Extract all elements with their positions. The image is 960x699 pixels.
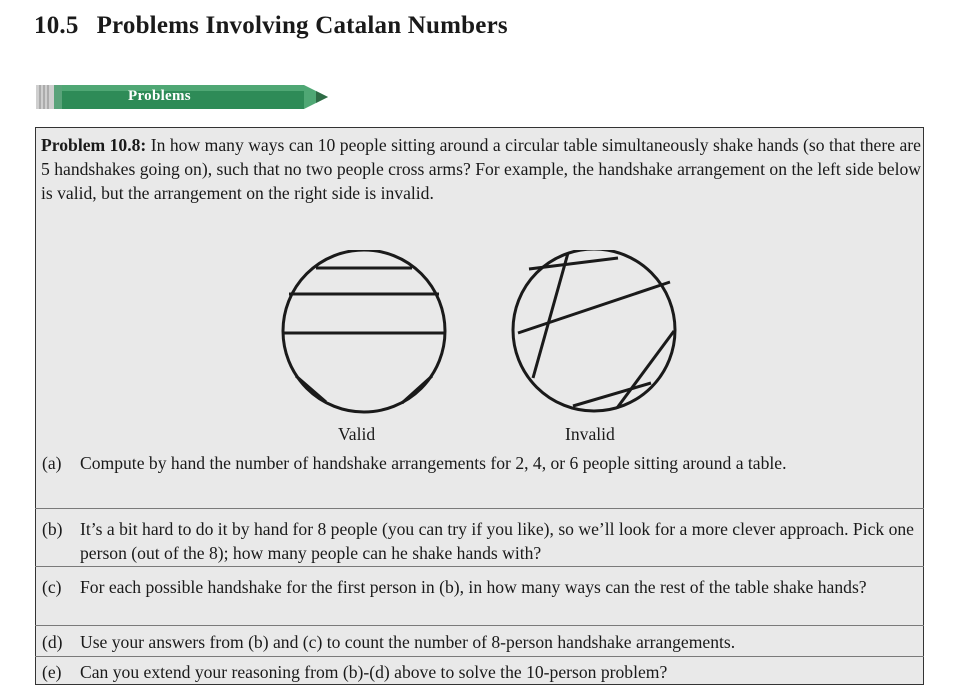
valid-handshake-bottom-right bbox=[402, 376, 432, 403]
invalid-arrangement bbox=[513, 250, 675, 411]
part-c-label: (c) bbox=[42, 577, 62, 597]
invalid-handshake-3 bbox=[529, 258, 618, 269]
invalid-caption: Invalid bbox=[565, 424, 615, 444]
part-b bbox=[35, 508, 924, 566]
part-d-text: Use your answers from (b) and (c) to count the number of 8-person handshake arrangements. bbox=[80, 632, 736, 652]
part-d bbox=[35, 625, 924, 656]
valid-handshake-bottom-left bbox=[296, 376, 326, 402]
valid-caption: Valid bbox=[338, 424, 376, 444]
section-title bbox=[34, 12, 508, 40]
problem-text: In how many ways can 10 people sitting around a circular table simultaneously shake hands (so that there are 5 handshakes going on), such that no two people cross arms? For example, the handshake arrangement on the left side below is valid, but the arrangement on the right side is invalid. bbox=[41, 135, 921, 203]
part-a-text: Compute by hand the number of handshake arrangements for 2, 4, or 6 people sitting around a table. bbox=[80, 453, 787, 473]
part-e-text: Can you extend your reasoning from (b)-(d) above to solve the 10-person problem? bbox=[80, 662, 668, 682]
section-name: Problems Involving Catalan Numbers bbox=[96, 12, 508, 39]
problem-statement bbox=[41, 133, 921, 205]
part-e-label: (e) bbox=[42, 662, 62, 682]
part-d-label: (d) bbox=[42, 632, 63, 652]
part-a bbox=[35, 451, 924, 508]
sub-questions bbox=[35, 451, 924, 687]
invalid-handshake-5 bbox=[573, 383, 651, 406]
invalid-handshake-2 bbox=[518, 282, 670, 333]
part-b-text: It’s a bit hard to do it by hand for 8 people (you can try if you like), so we’ll look for a more clever approach. Pick one person (out of the 8); how many people can he shake hands with? bbox=[80, 519, 914, 563]
banner-label: Problems bbox=[128, 88, 191, 104]
invalid-table-circle bbox=[513, 250, 675, 411]
section-number: 10.5 bbox=[34, 12, 79, 39]
part-a-label: (a) bbox=[42, 453, 62, 473]
part-b-label: (b) bbox=[42, 519, 63, 539]
valid-arrangement bbox=[283, 250, 445, 412]
part-e bbox=[35, 656, 924, 687]
handshake-diagram bbox=[270, 250, 690, 450]
part-c-text: For each possible handshake for the first person in (b), in how many ways can the rest of the table shake hands? bbox=[80, 577, 867, 597]
part-c bbox=[35, 566, 924, 625]
problems-banner bbox=[36, 82, 328, 112]
problem-label: Problem 10.8: bbox=[41, 135, 147, 155]
